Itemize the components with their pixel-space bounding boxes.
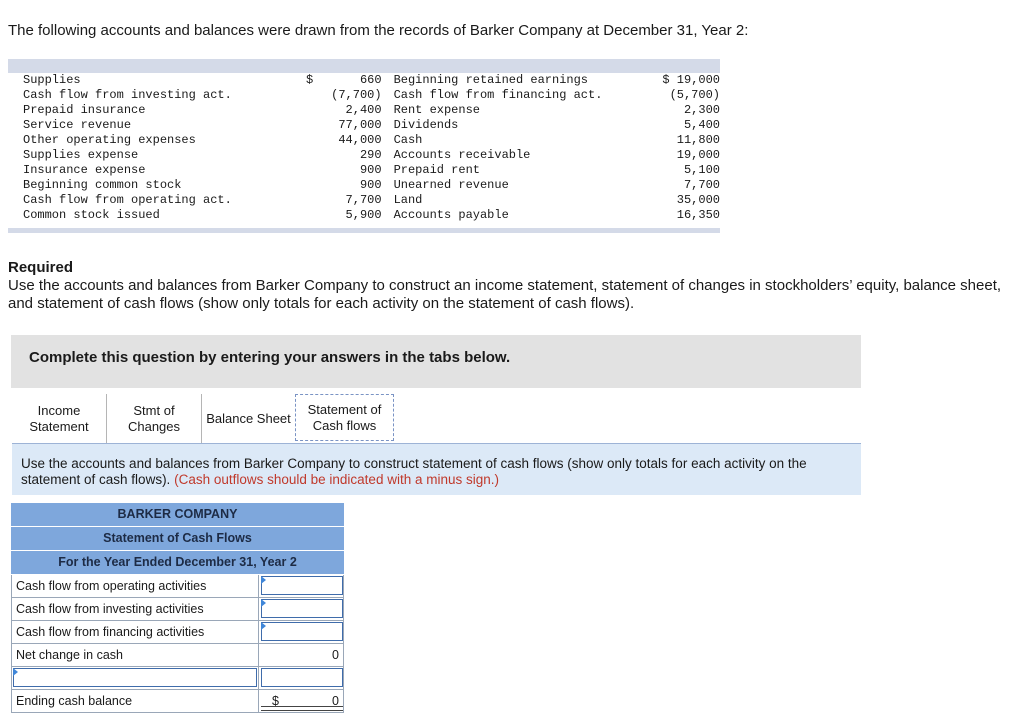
account-value: 5,400	[683, 118, 720, 132]
input-marker-icon	[261, 599, 266, 607]
account-value: (5,700)	[669, 88, 720, 102]
tab-label-line1: Stmt of	[133, 402, 175, 418]
account-name: Prepaid insurance	[23, 103, 146, 117]
account-name: Supplies	[23, 73, 81, 87]
account-name: Cash flow from financing act.	[393, 88, 603, 102]
tab-instruction-text: Use the accounts and balances from Barker Company to construct statement of cash flows (show only totals for each activity on the statement of cash flows).	[21, 456, 807, 487]
account-value: 900	[359, 178, 382, 192]
tab-label-line2: Cash flows	[312, 417, 377, 433]
account-name: Other operating expenses	[23, 133, 196, 147]
tab-balance-sheet[interactable]	[202, 394, 295, 443]
account-value: 7,700	[345, 193, 382, 207]
account-name: Service revenue	[23, 118, 132, 132]
dollar-sign	[306, 88, 320, 103]
account-name: Beginning common stock	[23, 178, 182, 192]
account-value: 35,000	[676, 193, 720, 207]
account-name: Cash	[393, 133, 423, 147]
accounts-table	[8, 73, 720, 223]
dollar-sign	[306, 118, 320, 133]
table-row	[8, 208, 720, 223]
instruction-box	[11, 335, 861, 388]
tab-label-line2: Changes	[127, 418, 181, 434]
row-operating	[11, 575, 344, 598]
account-value: 11,800	[676, 133, 720, 147]
dollar-sign: $	[306, 73, 314, 87]
statement-company: BARKER COMPANY	[11, 503, 344, 527]
dollar-sign	[306, 103, 320, 118]
account-name: Rent expense	[393, 103, 480, 117]
table-row	[8, 178, 720, 193]
account-name: Accounts payable	[393, 208, 509, 222]
dollar-sign	[306, 133, 320, 148]
account-value: (7,700)	[331, 88, 382, 102]
table-row	[8, 148, 720, 163]
input-marker-icon	[261, 622, 266, 630]
tab-stmt-of-changes[interactable]	[107, 394, 201, 443]
table-row	[8, 133, 720, 148]
account-name: Dividends	[393, 118, 459, 132]
table-row	[8, 88, 720, 103]
account-value: 2,400	[345, 103, 382, 117]
tab-statement-of-cash-flows[interactable]	[295, 394, 394, 441]
account-name: Cash flow from investing act.	[23, 88, 232, 102]
account-value: 660	[359, 73, 382, 87]
account-name: Supplies expense	[23, 148, 139, 162]
instruction-text: Complete this question by entering your answers in the tabs below.	[29, 349, 511, 366]
account-value: 16,350	[676, 208, 720, 222]
account-name: Prepaid rent	[393, 163, 480, 177]
beginning-cash-amount-input[interactable]	[261, 668, 343, 687]
tab-label-line2: Statement	[29, 418, 89, 434]
dollar-sign	[306, 148, 320, 163]
row-label: Cash flow from investing activities	[16, 602, 204, 616]
statement-title: Statement of Cash Flows	[11, 527, 344, 551]
row-label: Cash flow from operating activities	[16, 579, 207, 593]
account-name: Accounts receivable	[393, 148, 531, 162]
dollar-sign	[306, 208, 320, 223]
dollar-sign	[306, 193, 320, 208]
row-net-change	[11, 644, 344, 667]
table-bottom-bar	[8, 228, 720, 233]
account-value: 290	[359, 148, 382, 162]
table-top-bar	[8, 59, 720, 73]
account-value: 5,100	[683, 163, 720, 177]
account-name: Common stock issued	[23, 208, 160, 222]
operating-amount-input[interactable]	[261, 576, 343, 595]
tab-income-statement[interactable]	[12, 394, 106, 443]
row-label: Net change in cash	[16, 648, 124, 662]
tab-label-line1: Statement of	[307, 401, 382, 417]
ending-dollar-sign: $	[272, 694, 279, 708]
row-investing	[11, 598, 344, 621]
double-underline	[261, 706, 343, 711]
account-value: $ 19,000	[662, 73, 720, 87]
investing-amount-input[interactable]	[261, 599, 343, 618]
account-name: Cash flow from operating act.	[23, 193, 232, 207]
account-name: Insurance expense	[23, 163, 146, 177]
table-row	[8, 103, 720, 118]
account-value: 5,900	[345, 208, 382, 222]
account-value: 77,000	[338, 118, 382, 132]
row-ending-cash	[11, 690, 344, 713]
account-value: 2,300	[683, 103, 720, 117]
account-name: Unearned revenue	[393, 178, 509, 192]
table-row	[8, 163, 720, 178]
statement-period: For the Year Ended December 31, Year 2	[11, 551, 344, 575]
required-text: Use the accounts and balances from Barker Company to construct an income statement, statement of changes in stockholders’ equity, balance sheet, and statement of cash flows (show only totals for each activity on the statement of cash flows).	[8, 277, 1002, 312]
cash-flow-statement	[11, 503, 344, 713]
account-name: Land	[393, 193, 423, 207]
dollar-sign	[306, 163, 320, 178]
account-name: Beginning retained earnings	[393, 73, 588, 87]
table-row	[8, 73, 720, 88]
input-marker-icon	[13, 668, 18, 676]
row-financing	[11, 621, 344, 644]
required-title: Required	[8, 259, 74, 276]
ending-cash-value: 0	[332, 694, 339, 708]
row-beginning-cash	[11, 667, 344, 690]
input-marker-icon	[261, 576, 266, 584]
dollar-sign	[306, 178, 320, 193]
row-label: Ending cash balance	[16, 694, 133, 708]
account-value: 19,000	[676, 148, 720, 162]
account-value: 900	[359, 163, 382, 177]
account-value: 44,000	[338, 133, 382, 147]
financing-amount-input[interactable]	[261, 622, 343, 641]
account-value: 7,700	[683, 178, 720, 192]
intro-text: The following accounts and balances were drawn from the records of Barker Company at December 31, Year 2:	[8, 22, 749, 39]
tab-label-line1: Balance Sheet	[206, 410, 291, 426]
table-row	[8, 118, 720, 133]
beginning-cash-label-input[interactable]	[13, 668, 257, 687]
accounts-table-block	[8, 59, 720, 233]
net-change-value: 0	[332, 648, 339, 662]
tab-instruction-note: (Cash outflows should be indicated with a minus sign.)	[174, 472, 499, 487]
row-label: Cash flow from financing activities	[16, 625, 205, 639]
tab-label-line1: Income	[37, 402, 81, 418]
tab-instruction-box	[12, 444, 861, 495]
table-row	[8, 193, 720, 208]
